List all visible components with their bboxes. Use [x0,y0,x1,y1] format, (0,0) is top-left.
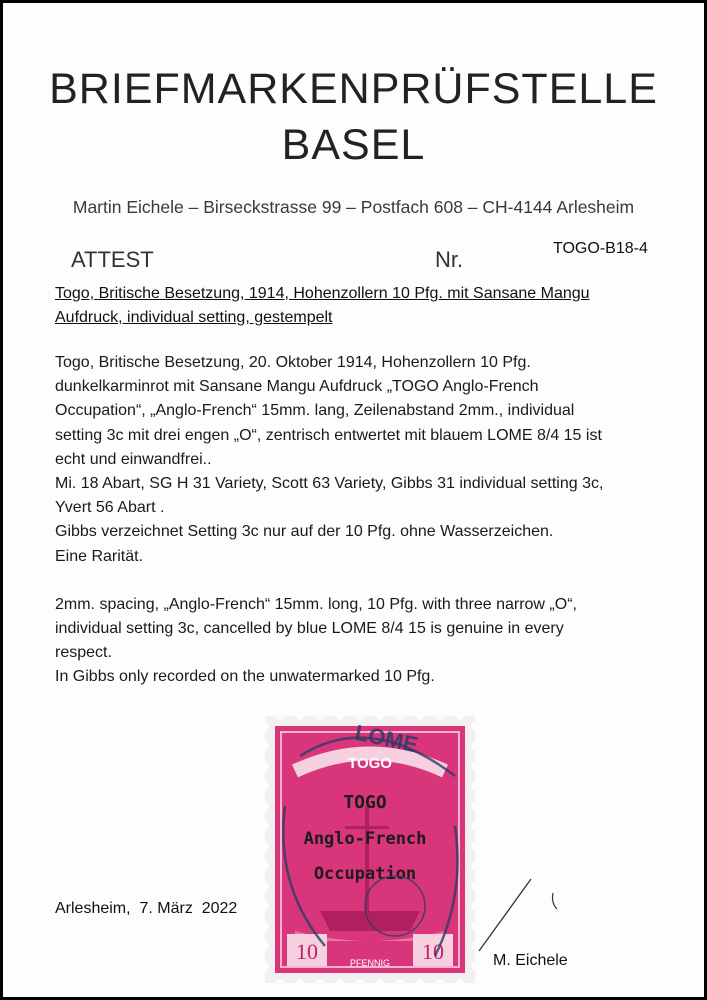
stamp-top-text: TOGO [348,755,392,772]
body-en-line: respect. [55,644,112,662]
body-de-line: Occupation“, „Anglo-French“ 15mm. lang, Zeilenabstand 2mm., individual [55,402,575,420]
signature-name: M. Eichele [493,952,568,969]
body-de-line: Eine Rarität. [55,547,144,565]
title-line-1: BRIEFMARKENPRÜFSTELLE [49,65,658,113]
stamp-bottom-text: PFENNIG [349,958,391,968]
attest-label: ATTEST [71,247,154,272]
certificate-page [3,3,704,997]
stamp-value-left: 10 [296,939,318,964]
cancel-text: LOME [352,719,421,758]
body-de-line: Gibbs verzeichnet Setting 3c nur auf der 10 Pfg. ohne Wasserzeichen. [55,523,554,541]
postage-stamp-image [265,716,475,983]
body-en-line: individual setting 3c, cancelled by blue LOME 8/4 15 is genuine in every [55,620,564,638]
body-de-line: Mi. 18 Abart, SG H 31 Variety, Scott 63 Variety, Gibbs 31 individual setting 3c, [55,475,604,493]
place-date: Arlesheim, 7. März 2022 [55,900,238,917]
body-de-line: setting 3c mit drei engen „O“, zentrisch entwertet mit blauem LOME 8/4 15 ist [55,426,602,444]
certificate-number: TOGO-B18-4 [553,240,648,257]
body-de-line: Yvert 56 Abart . [55,499,165,517]
certificate-heading [55,282,655,330]
body-en-line: 2mm. spacing, „Anglo-French“ 15mm. long, 10 Pfg. with three narrow „O“, [55,595,577,613]
body-de-line: echt und einwandfrei.. [55,450,212,468]
stamp-value-right: 10 [422,939,444,964]
overprint-line-2: Anglo-French [303,829,427,849]
overprint-line-3: Occupation [313,864,417,884]
nr-label: Nr. [435,247,464,272]
address-line: Martin Eichele – Birseckstrasse 99 – Postfach 608 – CH-4144 Arlesheim [72,197,635,217]
overprint-line-1: TOGO [343,792,387,813]
heading-line-1: Togo, Britische Besetzung, 1914, Hohenzollern 10 Pfg. mit Sansane Mangu [55,285,590,302]
certificate-body [55,351,655,690]
heading-line-2: Aufdruck, individual setting, gestempelt [55,309,333,326]
body-de-line: dunkelkarminrot mit Sansane Mangu Aufdruck „TOGO Anglo-French [55,378,539,396]
body-de-line: Togo, Britische Besetzung, 20. Oktober 1914, Hohenzollern 10 Pfg. [55,354,531,371]
signature-stroke [473,873,573,953]
title-line-2: BASEL [281,121,426,169]
body-en-line: In Gibbs only recorded on the unwatermarked 10 Pfg. [55,668,435,686]
